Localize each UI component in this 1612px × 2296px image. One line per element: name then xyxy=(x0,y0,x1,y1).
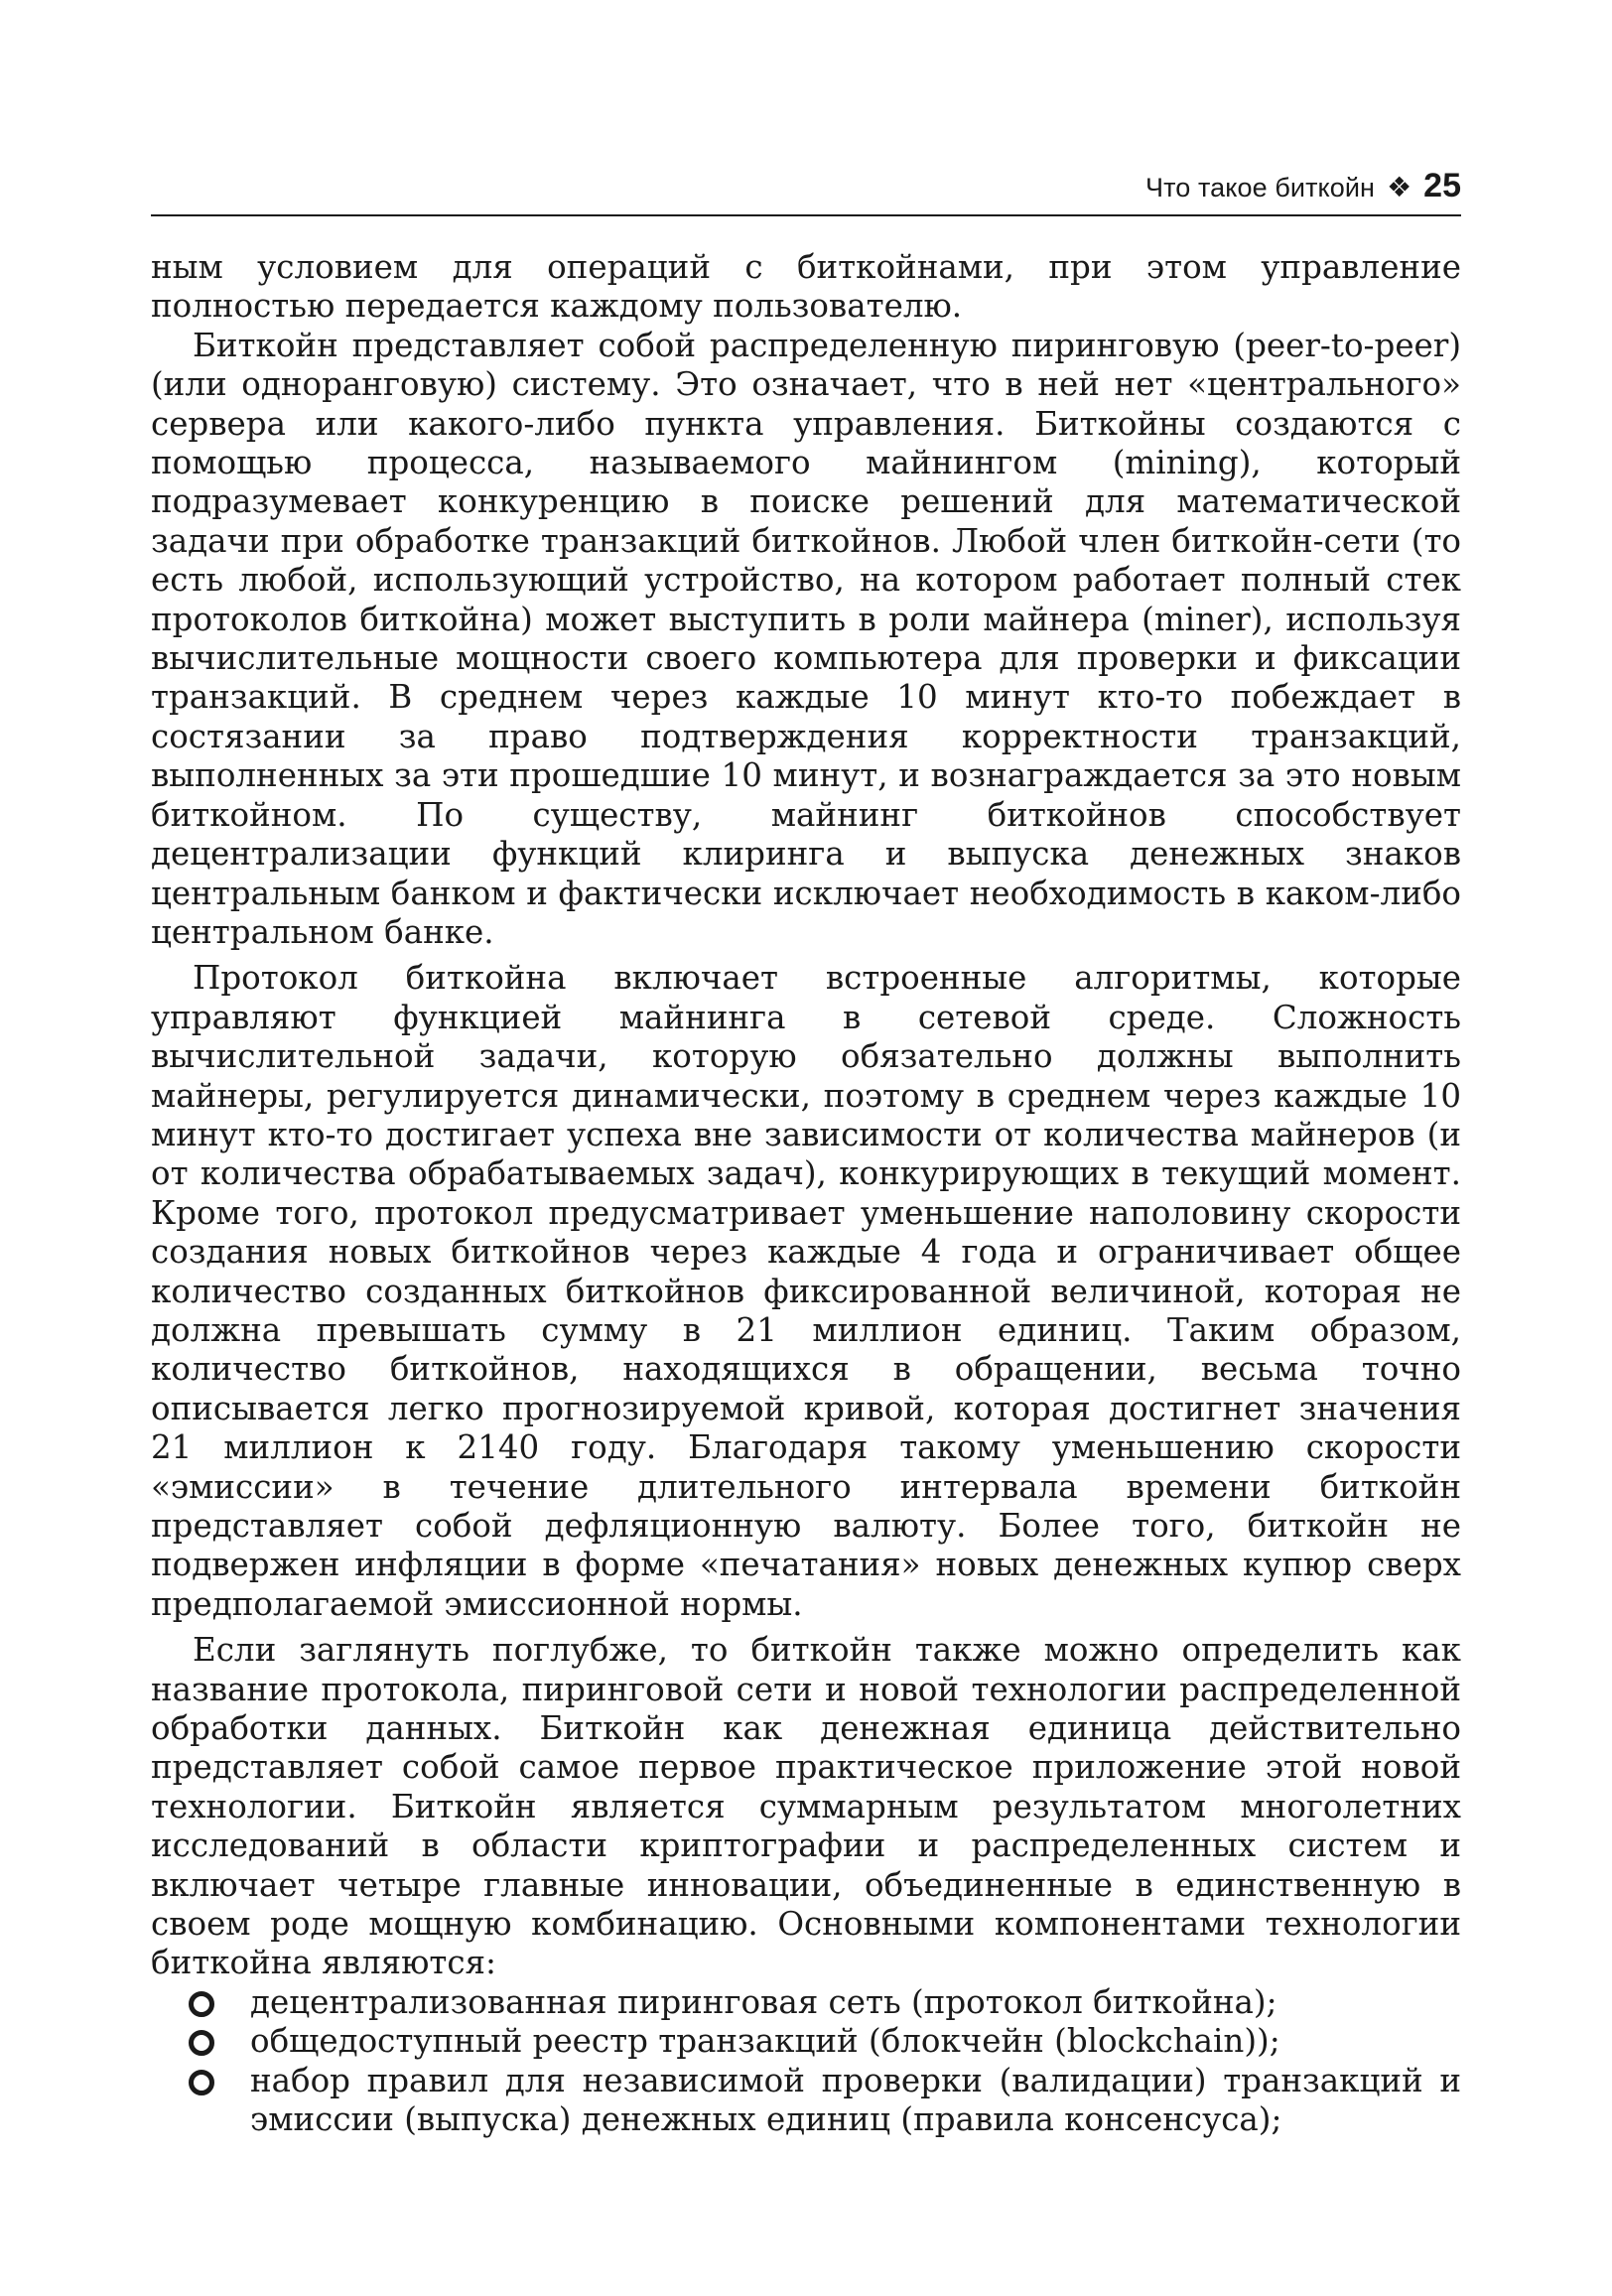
list-item xyxy=(151,1983,1461,2022)
paragraph-continuation: ным условием для операций с биткойнами, при этом управление полностью передается каждому пользователю. xyxy=(151,248,1461,326)
bullet-list xyxy=(151,1983,1461,2140)
list-item-text: общедоступный реестр транзакций (блокчейн (blockchain)); xyxy=(250,2022,1280,2061)
body-text xyxy=(151,248,1461,2140)
circle-bullet-icon xyxy=(189,2070,214,2095)
circle-bullet-icon xyxy=(189,2030,214,2056)
list-item-text: набор правил для независимой проверки (валидации) транзакций и эмиссии (выпуска) денежных единиц (правила консенсуса); xyxy=(250,2061,1461,2139)
list-item-text: децентрализованная пиринговая сеть (протокол биткойна); xyxy=(250,1982,1277,2021)
list-item xyxy=(151,2022,1461,2061)
list-item xyxy=(151,2062,1461,2140)
chapter-title: Что такое биткойн xyxy=(1145,173,1376,203)
paragraph: Протокол биткойна включает встроенные алгоритмы, которые управляют функцией майнинга в сетевой среде. Сложность вычислительной задачи, которую обязательно должны выполнить майнеры, регулируется динамически, поэтому в среднем через каждые 10 минут кто-то достигает успеха вне зависимости от количества майнеров (и от количества обрабатываемых задач), конкурирующих в текущий момент. Кроме того, протокол предусматривает уменьшение наполовину скорости создания новых биткойнов через каждые 4 года и ограничивает общее количество созданных биткойнов фиксированной величиной, которая не должна превышать сумму в 21 миллион единиц. Таким образом, количество биткойнов, находящихся в обращении, весьма точно описывается легко прогнозируемой кривой, которая достигнет значения 21 миллион к 2140 году. Благодаря такому уменьшению скорости «эмиссии» в течение длительного интервала времени биткойн представляет собой дефляционную валюту. Более того, биткойн не подвержен инфляции в форме «печатания» новых денежных купюр сверх предполагаемой эмиссионной нормы. xyxy=(151,959,1461,1623)
header-rule xyxy=(151,214,1461,216)
paragraph: Биткойн представляет собой распределенную пиринговую (peer-to-peer) (или одноранговую) систему. Это означает, что в ней нет «центрального» сервера или какого-либо пункта управления. Биткойны создаются с помощью процесса, называемого майнингом (mining), который подразумевает конкуренцию в поиске решений для математической задачи при обработке транзакций биткойнов. Любой член биткойн-сети (то есть любой, использующий устройство, на котором работает полный стек протоколов биткойна) может выступить в роли майнера (miner), используя вычислительные мощности своего компьютера для проверки и фиксации транзакций. В среднем через каждые 10 минут кто-то побеждает в состязании за право подтверждения корректности транзакций, выполненных за эти прошедшие 10 минут, и вознаграждается за это новым биткойном. По существу, майнинг биткойнов способствует децентрализации функций клиринга и выпуска денежных знаков центральным банком и фактически исключает необходимость в каком-либо центральном банке. xyxy=(151,326,1461,951)
paragraph: Если заглянуть поглубже, то биткойн также можно определить как название протокола, пиринговой сети и новой технологии распределенной обработки данных. Биткойн как денежная единица действительно представляет собой самое первое практическое приложение этой новой технологии. Биткойн является суммарным результатом многолетних исследований в области криптографии и распределенных систем и включает четыре главные инновации, объединенные в единственную в своем роде мощную комбинацию. Основными компонентами технологии биткойна являются: xyxy=(151,1631,1461,1982)
circle-bullet-icon xyxy=(189,1991,214,2017)
running-header xyxy=(151,167,1461,212)
ornament-icon: ❖ xyxy=(1387,172,1412,203)
page-number: 25 xyxy=(1423,167,1461,204)
